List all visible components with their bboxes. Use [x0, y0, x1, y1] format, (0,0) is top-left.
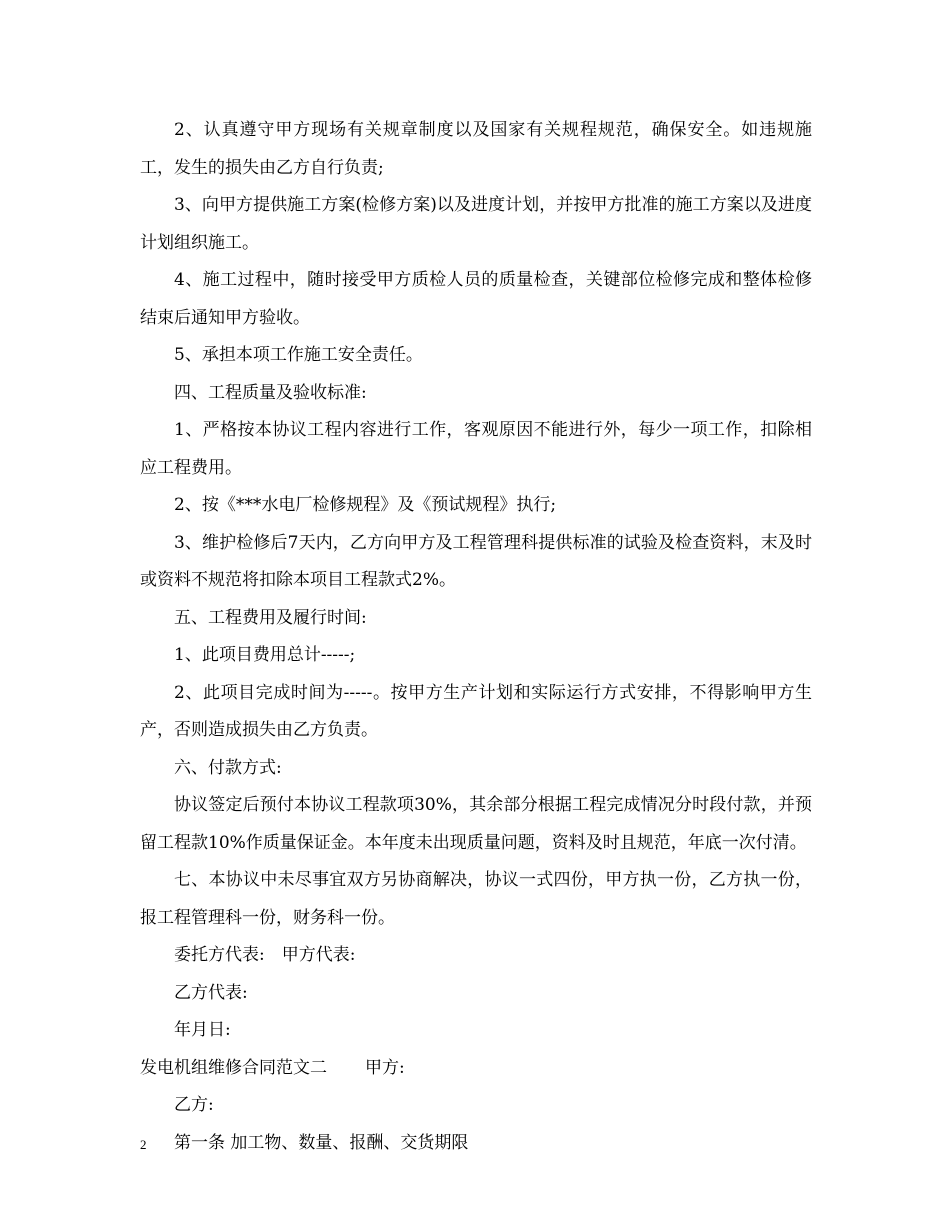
paragraph: 1、严格按本协议工程内容进行工作，客观原因不能进行外，每少一项工作，扣除相应工程费用。: [140, 420, 812, 478]
paragraph: 1、此项目费用总计-----;: [174, 645, 356, 665]
section-heading: 六、付款方式:: [174, 757, 282, 778]
page-number: 2: [140, 1137, 147, 1152]
paragraph: 协议签定后预付本协议工程款项30%，其余部分根据工程完成情况分时段付款，并预留工程款10%作质量保证金。本年度未出现质量问题，资料及时且规范，年底一次付清。: [140, 795, 812, 853]
paragraph: 3、维护检修后7天内，乙方向甲方及工程管理科提供标准的试验及检查资料，末及时或资料不规范将扣除本项目工程款式2%。: [140, 532, 812, 590]
section-heading: 五、工程费用及履行时间:: [174, 607, 367, 628]
paragraph: 2、认真遵守甲方现场有关规章制度以及国家有关规程规范，确保安全。如违规施工，发生的损失由乙方自行负责;: [140, 120, 812, 178]
paragraph: 5、承担本项工作施工安全责任。: [174, 345, 423, 365]
paragraph: 七、本协议中未尽事宜双方另协商解决，协议一式四份，甲方执一份，乙方执一份，报工程管理科一份，财务科一份。: [140, 870, 812, 928]
signature-line: 委托方代表: 甲方代表:: [174, 945, 356, 965]
paragraph: 2、按《***水电厂检修规程》及《预试规程》执行;: [174, 495, 557, 515]
article-heading: 第一条 加工物、数量、报酬、交货期限: [174, 1132, 469, 1153]
date-line: 年月日:: [174, 1020, 231, 1040]
contract-title: 发电机组维修合同范文二: [140, 1057, 327, 1078]
signature-line: 乙方代表:: [174, 982, 248, 1003]
party-a-label: 甲方:: [365, 1057, 405, 1078]
contract-title-line: [140, 1050, 812, 1088]
paragraph: 2、此项目完成时间为-----。按甲方生产计划和实际运行方式安排，不得影响甲方生产，否则造成损失由乙方负责。: [140, 682, 812, 740]
party-b-label: 乙方:: [174, 1095, 214, 1115]
paragraph: 4、施工过程中，随时接受甲方质检人员的质量检查，关键部位检修完成和整体检修结束后通知甲方验收。: [140, 270, 812, 328]
paragraph: 3、向甲方提供施工方案(检修方案)以及进度计划，并按甲方批准的施工方案以及进度计划组织施工。: [140, 195, 812, 253]
document-body: [140, 112, 812, 1162]
section-heading: 四、工程质量及验收标准:: [174, 382, 367, 403]
